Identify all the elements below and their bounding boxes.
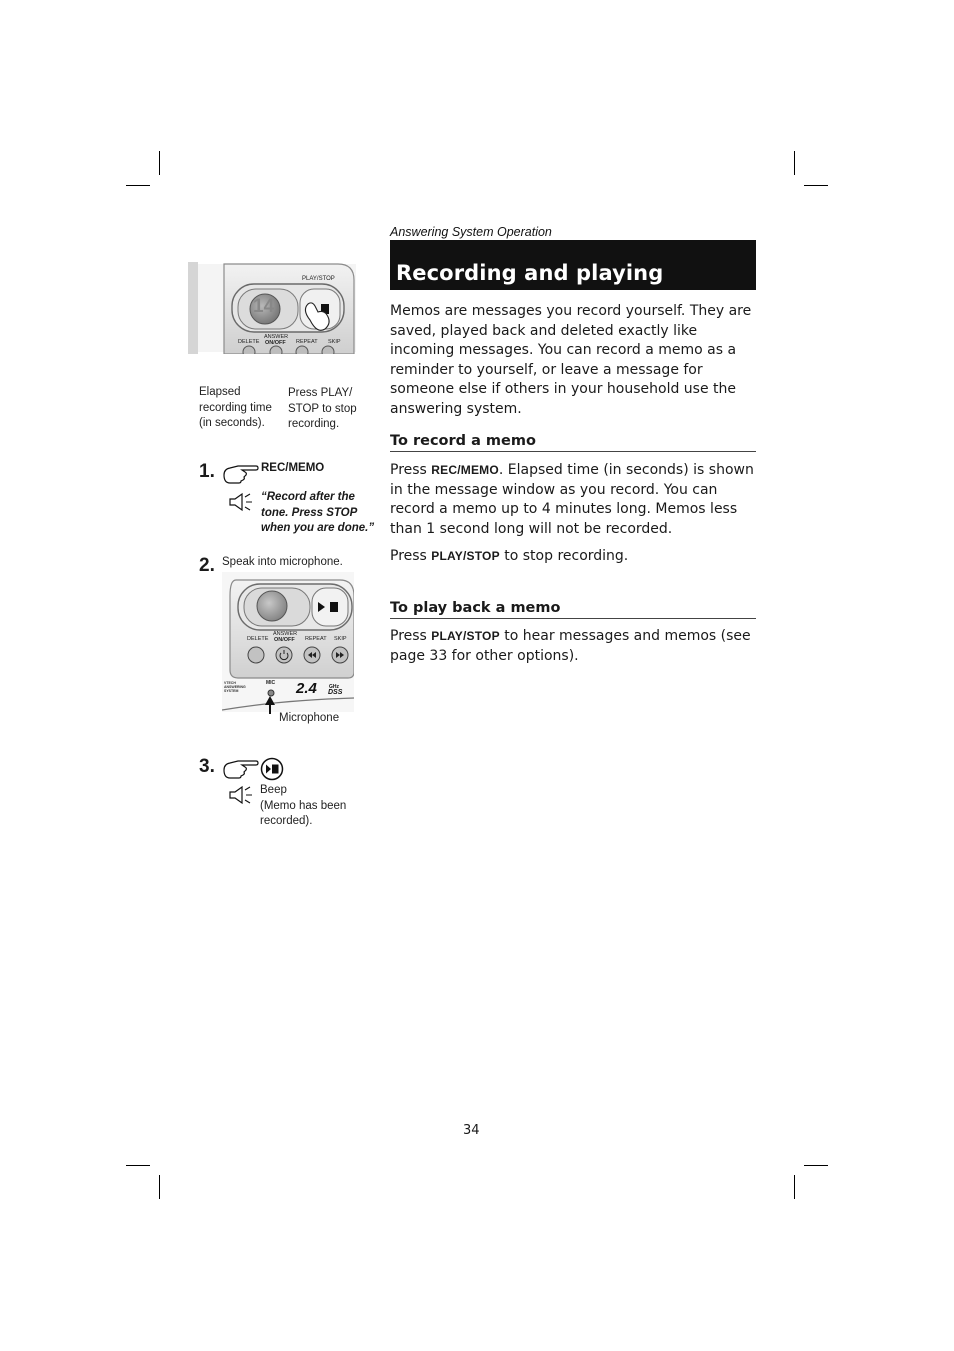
step-1-number: 1. xyxy=(199,461,215,482)
section-label: Answering System Operation xyxy=(390,225,552,239)
crop-mark-bottom-right-v xyxy=(794,1175,795,1199)
answer-label: ANSWER xyxy=(264,334,289,340)
play-stop-caption xyxy=(288,386,357,433)
play-section-body xyxy=(390,627,756,666)
text-fragment: to hear messages and memos (see page 33 for other options). xyxy=(390,628,751,664)
play-stop-label: PLAY/STOP xyxy=(302,276,335,282)
speaker-icon xyxy=(228,785,254,805)
crop-mark-top-left-h xyxy=(126,185,150,186)
text-fragment: Press xyxy=(390,462,432,478)
step-2-text: Speak into microphone. xyxy=(222,556,343,568)
brand-text-2: ANSWERING xyxy=(224,685,246,689)
brand-text-3: SYSTEM xyxy=(224,689,239,693)
speaker-icon xyxy=(228,492,254,512)
rec-memo-key: REC/MEMO xyxy=(431,463,499,477)
text-fragment: Press xyxy=(390,628,432,644)
caption-line: recording time xyxy=(199,401,272,414)
crop-mark-bottom-left-h xyxy=(126,1165,150,1166)
brand-logo-ghz: GHz xyxy=(329,684,339,690)
play-stop-key: PLAY/STOP xyxy=(431,549,500,563)
text-fragment: Press xyxy=(390,548,432,564)
on-off-label: ON/OFF xyxy=(274,637,295,643)
caption-line: (Memo has been xyxy=(260,799,347,812)
caption-line: Beep xyxy=(260,784,287,796)
caption-line: recording. xyxy=(288,418,340,430)
record-paragraph-2 xyxy=(390,547,756,567)
intro-paragraph: Memos are messages you record yourself. They are saved, played back and deleted exactly like incoming messages. You can record a memo as a reminder to yourself, or leave a message for someone else if others in your household use the answering system. xyxy=(390,303,752,417)
caption-line: recorded). xyxy=(260,815,313,827)
delete-label: DELETE xyxy=(247,636,269,642)
text-fragment: to stop recording. xyxy=(499,548,629,564)
repeat-label: REPEAT xyxy=(305,636,327,642)
play-stop-icon xyxy=(260,757,284,781)
brand-text-1: VTECH xyxy=(224,681,236,685)
skip-label: SKIP xyxy=(334,636,347,642)
play-paragraph-1 xyxy=(390,627,756,666)
step-1-quote xyxy=(261,490,374,537)
play-section-heading: To play back a memo xyxy=(390,600,756,619)
microphone-caption: Microphone xyxy=(279,712,340,724)
quote-line: tone. Press STOP xyxy=(261,506,358,519)
caption-line: Elapsed xyxy=(199,386,241,398)
pointing-hand-icon xyxy=(222,462,260,484)
answer-label: ANSWER xyxy=(273,631,298,637)
caption-line: (in seconds). xyxy=(199,417,265,429)
step-3-caption xyxy=(260,783,346,830)
quote-line: “Record after the xyxy=(261,491,355,503)
play-stop-key: PLAY/STOP xyxy=(431,629,500,643)
mic-label: MIC xyxy=(266,680,276,686)
caption-line: Press PLAY/ xyxy=(288,387,353,399)
text-fragment: . Elapsed time (in seconds) is shown in the message window as you record. You can record a memo up to 4 minutes long. Memos less than 1 second long will not be recorded. xyxy=(390,462,754,537)
title-bar xyxy=(390,240,756,309)
repeat-label: REPEAT xyxy=(296,339,318,345)
crop-mark-bottom-left-v xyxy=(159,1175,160,1199)
record-paragraph-1 xyxy=(390,461,756,539)
crop-mark-bottom-right-h xyxy=(804,1165,828,1166)
delete-label: DELETE xyxy=(238,339,260,345)
display-digits: 14 xyxy=(253,296,275,317)
crop-mark-top-right-h xyxy=(804,185,828,186)
step-2-number: 2. xyxy=(199,555,215,576)
record-section-heading: To record a memo xyxy=(390,433,756,452)
skip-label: SKIP xyxy=(328,339,341,345)
page-title: Recording and playing memos xyxy=(396,261,664,309)
page-number: 34 xyxy=(463,1123,480,1138)
crop-mark-top-right-v xyxy=(794,151,795,175)
brand-logo-dss: DSS xyxy=(328,689,343,696)
pointing-hand-icon xyxy=(222,757,260,779)
quote-line: when you are done.” xyxy=(261,522,375,534)
crop-mark-top-left-v xyxy=(159,151,160,175)
elapsed-time-caption xyxy=(199,385,272,432)
step-1-key: REC/MEMO xyxy=(261,462,325,474)
on-off-label: ON/OFF xyxy=(265,340,286,346)
step-3-number: 3. xyxy=(199,756,215,777)
caption-line: STOP to stop xyxy=(288,402,357,415)
record-section-body xyxy=(390,461,756,567)
brand-logo-number: 2.4 xyxy=(296,680,317,697)
